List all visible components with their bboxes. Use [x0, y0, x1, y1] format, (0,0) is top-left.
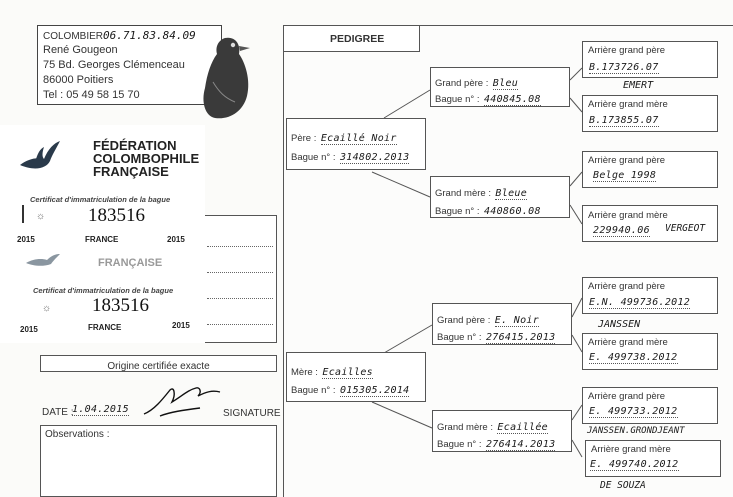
gf-maternal-label: Grand père :: [437, 315, 491, 326]
gf-maternal-ring-label: Bague n° :: [437, 332, 482, 343]
signature-label: SIGNATURE: [223, 408, 281, 419]
country-2: FRANCE: [88, 323, 122, 332]
gf-paternal-ring: 440845.08: [483, 94, 541, 105]
great-grandmother-1-box: [582, 95, 718, 132]
great-grandfather-2-box: [582, 151, 718, 188]
year-right-2: 2015: [172, 321, 190, 330]
ggm2-label: Arrière grand mère: [588, 210, 668, 221]
gf-paternal-label: Grand père :: [435, 78, 489, 89]
mother-label: Mère :: [291, 367, 318, 378]
gm-paternal-ring-label: Bague n° :: [435, 206, 480, 217]
sun-icon-2: ☼: [42, 303, 52, 314]
gm-maternal-color: Ecaillée: [497, 422, 548, 433]
pedigree-title: PEDIGREE: [330, 33, 385, 45]
grandfather-maternal-box: [432, 303, 572, 345]
origin-certified-label: Origine certifiée exacte: [107, 361, 210, 372]
ggm2-ring: 229940.06: [593, 225, 650, 236]
father-label: Père :: [291, 133, 317, 144]
gf-maternal-ring: 276415.2013: [485, 332, 556, 343]
great-grandfather-3-box: [582, 277, 718, 314]
certificate-title-1: Certificat d'immatriculation de la bague: [30, 195, 171, 204]
owner-address-2: 86000 Poitiers: [43, 74, 114, 86]
gm-paternal-ring: 440860.08: [483, 206, 541, 217]
country-1: FRANCE: [85, 235, 119, 244]
gm-maternal-ring: 276414.2013: [485, 439, 556, 450]
gm-paternal-label: Grand mère :: [435, 188, 491, 199]
father-ring-label: Bague n° :: [291, 152, 336, 163]
father-ring: 314802.2013: [339, 152, 410, 163]
federation-line-1: FÉDÉRATION: [93, 138, 177, 153]
mother-ring: 015305.2014: [339, 385, 410, 396]
gf-maternal-color: E. Noir: [494, 315, 540, 326]
ring-number-1: 183516: [88, 205, 145, 226]
ggf4-ring: E. 499733.2012: [589, 406, 678, 417]
gm-paternal-color: Bleue: [495, 188, 528, 199]
grandfather-paternal-box: [430, 67, 570, 107]
ggm1-label: Arrière grand mère: [588, 99, 668, 110]
great-grandfather-1-box: [582, 41, 718, 78]
gm-maternal-label: Grand mère :: [437, 422, 493, 433]
gf-paternal-color: Bleu: [492, 78, 519, 89]
ggm3-label: Arrière grand mère: [588, 337, 668, 348]
gm-maternal-ring-label: Bague n° :: [437, 439, 482, 450]
date-value: 1.04.2015: [72, 404, 129, 415]
federation-line-2: COLOMBOPHILE: [93, 151, 200, 166]
gf-paternal-ring-label: Bague n° :: [435, 94, 480, 105]
sun-icon: ☼: [36, 211, 46, 222]
mother-ring-label: Bague n° :: [291, 385, 336, 396]
great-grandmother-3-box: [582, 333, 718, 370]
ggf1-note: EMERT: [623, 80, 654, 91]
grandmother-maternal-box: [432, 410, 572, 452]
ggf2-label: Arrière grand père: [588, 155, 666, 166]
ring-number-2: 183516: [92, 295, 149, 316]
ggm3-ring: E. 499738.2012: [589, 352, 678, 363]
ggf4-note: JANSSEN.GRONDJEANT: [587, 426, 685, 436]
year-right-1: 2015: [167, 235, 185, 244]
owner-tel: Tel : 05 49 58 15 70: [43, 89, 140, 101]
father-box: [286, 118, 426, 170]
ggm1-ring: B.173855.07: [589, 115, 659, 126]
colombier-label: COLOMBIER: [43, 31, 104, 42]
colombier-phone: 06.71.83.84.09: [103, 29, 196, 42]
federation-ghost: FRANÇAISE: [98, 257, 163, 269]
year-left-2: 2015: [20, 325, 38, 334]
ggf3-ring: E.N. 499736.2012: [589, 297, 691, 308]
federation-line-3: FRANÇAISE: [93, 164, 169, 179]
ggm4-note: DE SOUZA: [600, 480, 646, 491]
great-grandfather-4-box: [582, 387, 718, 424]
owner-address-1: 75 Bd. Georges Clémenceau: [43, 59, 185, 71]
ggf3-note: JANSSEN: [598, 319, 641, 330]
ggf3-label: Arrière grand père: [588, 281, 666, 292]
ggm2-note: VERGEOT: [665, 223, 706, 234]
ggf2-ring: Belge 1998: [593, 170, 657, 181]
grandmother-paternal-box: [430, 176, 570, 218]
ggm4-ring: E. 499740.2012: [590, 459, 679, 470]
certificate-title-2: Certificat d'immatriculation de la bague: [33, 286, 174, 295]
mother-box: [286, 352, 426, 402]
great-grandmother-4-box: [585, 440, 721, 477]
mother-color: Ecailles: [322, 367, 373, 378]
ggf1-label: Arrière grand père: [588, 45, 666, 56]
date-label: DATE :: [42, 407, 74, 418]
father-color: Ecaillé Noir: [320, 133, 397, 144]
ggf1-ring: B.173726.07: [589, 62, 659, 73]
observations-label: Observations :: [45, 429, 110, 440]
year-left-1: 2015: [17, 235, 35, 244]
owner-name: René Gougeon: [43, 44, 118, 56]
ggf4-label: Arrière grand père: [588, 391, 666, 402]
ggm4-label: Arrière grand mère: [591, 444, 671, 455]
